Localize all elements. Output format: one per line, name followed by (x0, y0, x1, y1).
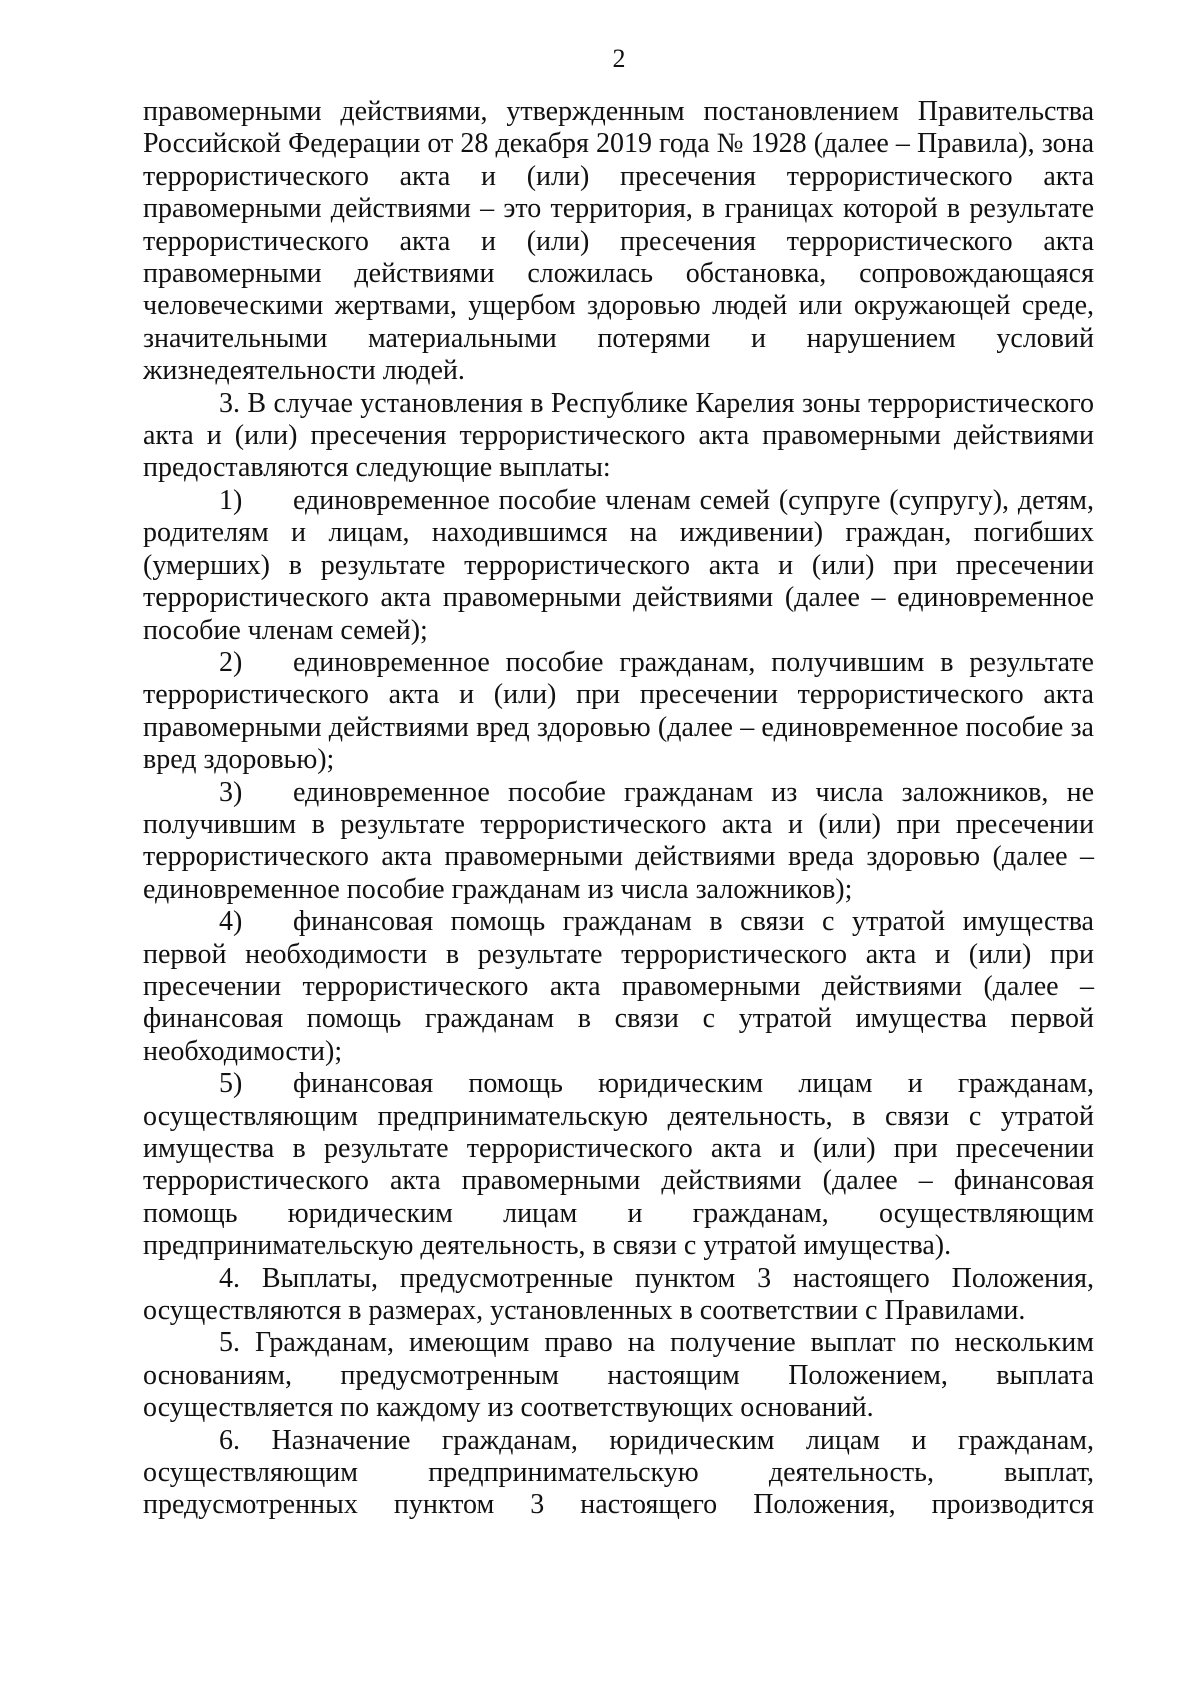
list-item-number: 5) (219, 1068, 243, 1100)
list-item-number: 2) (219, 646, 243, 678)
list-item-text: финансовая помощь юридическим лицам и гражданам, осуществляющим предпринимательскую деятельность, в связи с утратой имущества в результате террористического акта и (или) при пресечении террористического акта правомерными действиями (далее – финансовая помощь юридическим лицам и гражданам, осуществляющим предпринимательскую деятельность, в связи с утратой имущества). (143, 1068, 1094, 1262)
list-item-text: единовременное пособие членам семей (супруге (супругу), детям, родителям и лицам, находившимся на иждивении) граждан, погибших (умерших) в результате террористического акта и (или) при пресечении террористического акта правомерными действиями (далее – единовременное пособие членам семей); (143, 484, 1094, 646)
list-item-number: 3) (219, 776, 243, 808)
document-body (143, 96, 1094, 1522)
paragraph-3: 3. В случае установления в Республике Карелия зоны террористического акта и (или) пресечения террористического акта правомерными действиями предоставляются следующие выплаты: (143, 387, 1094, 484)
list-item-number: 4) (219, 906, 243, 938)
paragraph-6: 6. Назначение гражданам, юридическим лицам и гражданам, осуществляющим предпринимательскую деятельность, выплат, предусмотренных пунктом 3 настоящего Положения, производится (143, 1424, 1094, 1521)
list-item-text: единовременное пособие гражданам, получившим в результате террористического акта и (или) при пресечении террористического акта правомерными действиями вред здоровью (далее – единовременное пособие за вред здоровью); (143, 646, 1094, 776)
paragraph-4: 4. Выплаты, предусмотренные пунктом 3 настоящего Положения, осуществляются в размерах, установленных в соответствии с Правилами. (143, 1262, 1094, 1327)
list-item-4 (143, 906, 1094, 1068)
list-item-number: 1) (219, 484, 243, 516)
list-item-5 (143, 1068, 1094, 1262)
list-item-text: единовременное пособие гражданам из числа заложников, не получившим в результате террористического акта и (или) при пресечении террористического акта правомерными действиями вреда здоровью (далее – единовременное пособие гражданам из числа заложников); (143, 776, 1094, 905)
list-item-1 (143, 485, 1094, 647)
page-number: 2 (612, 44, 626, 73)
list-item-text: финансовая помощь гражданам в связи с утратой имущества первой необходимости в результате террористического акта и (или) при пресечении террористического акта правомерными действиями (далее – финансовая помощь гражданам в связи с утратой имущества первой необходимости); (143, 906, 1094, 1067)
paragraph-5: 5. Гражданам, имеющим право на получение выплат по нескольким основаниям, предусмотренным настоящим Положением, выплата осуществляется по каждому из соответствующих оснований. (143, 1327, 1094, 1424)
list-item-2 (143, 647, 1094, 777)
paragraph-continuation: правомерными действиями, утвержденным постановлением Правительства Российской Федерации от 28 декабря 2019 года № 1928 (далее – Правила), зона террористического акта и (или) пресечения террористического акта правомерными действиями – это территория, в границах которой в результате террористического акта и (или) пресечения террористического акта правомерными действиями сложилась обстановка, сопровождающаяся человеческими жертвами, ущербом здоровью людей или окружающей среде, значительными материальными потерями и нарушением условий жизнедеятельности людей. (143, 96, 1094, 387)
list-item-3 (143, 777, 1094, 907)
